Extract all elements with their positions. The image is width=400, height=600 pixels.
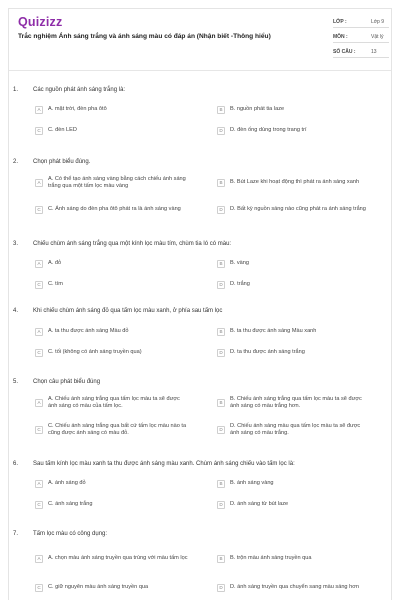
option-letter: B bbox=[217, 106, 225, 114]
option-text: C. tối (không có ánh sáng truyền qua) bbox=[48, 349, 142, 355]
option-b[interactable] bbox=[217, 476, 370, 491]
option-a[interactable] bbox=[35, 392, 188, 413]
option-text: B. nguồn phát tia laze bbox=[230, 106, 285, 112]
option-text: B. ta thu được ánh sáng Màu xanh bbox=[230, 328, 317, 334]
worksheet-meta bbox=[333, 13, 389, 58]
option-letter: D bbox=[217, 127, 225, 135]
option-text: D. ta thu được ánh sáng trắng bbox=[230, 349, 305, 355]
option-c[interactable] bbox=[35, 577, 188, 598]
option-text: D. ánh sáng truyền qua chuyển sang màu sáng hơn bbox=[230, 584, 359, 590]
option-letter: B bbox=[217, 480, 225, 488]
meta-value: 13 bbox=[371, 49, 377, 55]
option-text: B. trộn màu ánh sáng truyền qua bbox=[230, 555, 312, 561]
option-b[interactable] bbox=[217, 102, 370, 117]
option-b[interactable] bbox=[217, 172, 370, 193]
option-letter: B bbox=[217, 179, 225, 187]
option-text: D. Bất kỳ nguồn sáng nào cũng phát ra ánh sáng trắng bbox=[230, 206, 366, 212]
option-text: A. ta thu được ánh sáng Màu đỏ bbox=[48, 328, 129, 334]
meta-value: Vật lý bbox=[371, 34, 384, 40]
option-letter: A bbox=[35, 480, 43, 488]
option-text: A. đỏ bbox=[48, 260, 62, 266]
meta-key: SỐ CÂU : bbox=[333, 49, 356, 55]
option-c[interactable] bbox=[35, 345, 188, 360]
meta-key: MÔN : bbox=[333, 34, 348, 40]
meta-value: Lớp 9 bbox=[371, 19, 385, 25]
question-text: Chọn câu phát biểu đúng bbox=[33, 379, 101, 385]
worksheet-title: Trắc nghiệm Ánh sáng trắng và ánh sáng màu có đáp án (Nhận biết -Thông hiểu) bbox=[18, 33, 271, 40]
option-text: C. giữ nguyên màu ánh sáng truyền qua bbox=[48, 584, 149, 590]
option-letter: B bbox=[217, 328, 225, 336]
worksheet-page bbox=[8, 8, 392, 600]
option-a[interactable] bbox=[35, 324, 188, 339]
option-c[interactable] bbox=[35, 199, 188, 220]
option-letter: C bbox=[35, 281, 43, 289]
option-text: C. đèn LED bbox=[48, 127, 77, 133]
option-letter: D bbox=[217, 584, 225, 592]
option-b[interactable] bbox=[217, 324, 370, 339]
quizizz-logo: Quizizz bbox=[18, 15, 63, 29]
question-text: Chiếu chùm ánh sáng trắng qua một kính lọc màu tím, chùm tia ló có màu: bbox=[33, 241, 232, 247]
option-text: B. Bút Laze khi hoạt động thì phát ra ánh sáng xanh bbox=[230, 179, 360, 185]
option-text: D. ánh sáng từ bút laze bbox=[230, 501, 289, 507]
option-letter: B bbox=[217, 555, 225, 563]
option-b[interactable] bbox=[217, 256, 370, 271]
option-d[interactable] bbox=[217, 123, 370, 138]
question-number: 5. bbox=[13, 379, 19, 385]
question-text: Sau tấm kính lọc màu xanh ta thu được ánh sáng màu xanh. Chùm ánh sáng chiếu vào tấm lọc là: bbox=[33, 461, 295, 467]
option-a[interactable] bbox=[35, 476, 188, 491]
option-text: A. Chiếu ánh sáng trắng qua tấm lọc màu ta sẽ được ánh sáng có màu của tấm lọc. bbox=[48, 395, 180, 409]
option-text: C. ánh sáng trắng bbox=[48, 501, 93, 507]
option-letter: A bbox=[35, 328, 43, 336]
option-letter: C bbox=[35, 501, 43, 509]
option-letter: D bbox=[217, 206, 225, 214]
option-text: D. trắng bbox=[230, 281, 250, 287]
question-text: Tấm lọc màu có công dụng: bbox=[33, 531, 108, 537]
option-text: C. Ánh sáng do đèn pha ôtô phát ra là ánh sáng vàng bbox=[48, 206, 181, 212]
worksheet-header bbox=[9, 9, 391, 71]
option-b[interactable] bbox=[217, 548, 370, 569]
option-text: B. vàng bbox=[230, 260, 249, 266]
option-text: A. mặt trời, đèn pha ôtô bbox=[48, 106, 107, 112]
option-letter: D bbox=[217, 501, 225, 509]
meta-row-count bbox=[333, 43, 389, 58]
question-number: 3. bbox=[13, 241, 19, 247]
option-a[interactable] bbox=[35, 172, 188, 193]
option-text: B. Chiếu ánh sáng trắng qua tấm lọc màu ta sẽ được ánh sáng có màu trắng hơn. bbox=[230, 395, 362, 409]
option-text: A. ánh sáng đỏ bbox=[48, 480, 86, 486]
question-text: Khi chiếu chùm ánh sáng đỏ qua tấm lọc màu xanh, ở phía sau tấm lọc bbox=[33, 308, 223, 314]
option-letter: A bbox=[35, 555, 43, 563]
option-text: C. tím bbox=[48, 281, 63, 287]
meta-row-grade bbox=[333, 13, 389, 28]
option-c[interactable] bbox=[35, 277, 188, 292]
option-text: D. đèn ống dùng trong trang trí bbox=[230, 127, 307, 133]
option-text: A. chọn màu ánh sáng truyền qua trùng với màu tấm lọc bbox=[48, 555, 188, 561]
option-letter: D bbox=[217, 426, 225, 434]
option-a[interactable] bbox=[35, 548, 188, 569]
option-text: C. Chiếu ánh sáng trắng qua bất cứ tấm lọc màu nào ta cũng được ánh sáng có màu đỏ. bbox=[48, 422, 187, 436]
option-d[interactable] bbox=[217, 277, 370, 292]
question-number: 7. bbox=[13, 531, 19, 537]
option-letter: C bbox=[35, 127, 43, 135]
question-number: 6. bbox=[13, 461, 19, 467]
option-d[interactable] bbox=[217, 497, 370, 512]
option-d[interactable] bbox=[217, 345, 370, 360]
meta-row-subject bbox=[333, 28, 389, 43]
option-d[interactable] bbox=[217, 199, 370, 220]
option-c[interactable] bbox=[35, 497, 188, 512]
option-letter: D bbox=[217, 281, 225, 289]
question-text: Chọn phát biểu đúng. bbox=[33, 159, 91, 165]
option-letter: A bbox=[35, 106, 43, 114]
option-b[interactable] bbox=[217, 392, 370, 413]
question-number: 1. bbox=[13, 87, 19, 93]
option-text: A. Có thể tạo ánh sáng vàng bằng cách chiếu ánh sáng trắng qua một tấm lọc màu vàng bbox=[48, 175, 186, 189]
option-a[interactable] bbox=[35, 102, 188, 117]
option-letter: C bbox=[35, 206, 43, 214]
question-number: 2. bbox=[13, 159, 19, 165]
question-number: 4. bbox=[13, 308, 19, 314]
option-letter: A bbox=[35, 260, 43, 268]
option-letter: D bbox=[217, 349, 225, 357]
option-d[interactable] bbox=[217, 419, 370, 440]
option-d[interactable] bbox=[217, 577, 370, 598]
option-letter: A bbox=[35, 179, 43, 187]
option-text: B. ánh sáng vàng bbox=[230, 480, 274, 486]
option-letter: C bbox=[35, 426, 43, 434]
option-letter: C bbox=[35, 584, 43, 592]
option-letter: A bbox=[35, 399, 43, 407]
option-c[interactable] bbox=[35, 419, 188, 440]
question-text: Các nguồn phát ánh sáng trắng là: bbox=[33, 87, 126, 93]
option-a[interactable] bbox=[35, 256, 188, 271]
option-letter: C bbox=[35, 349, 43, 357]
option-c[interactable] bbox=[35, 123, 188, 138]
option-text: D. Chiếu ánh sáng màu qua tấm lọc màu ta sẽ được ánh sáng có màu trắng. bbox=[230, 422, 361, 436]
meta-key: LỚP : bbox=[333, 19, 347, 25]
option-letter: B bbox=[217, 399, 225, 407]
option-letter: B bbox=[217, 260, 225, 268]
